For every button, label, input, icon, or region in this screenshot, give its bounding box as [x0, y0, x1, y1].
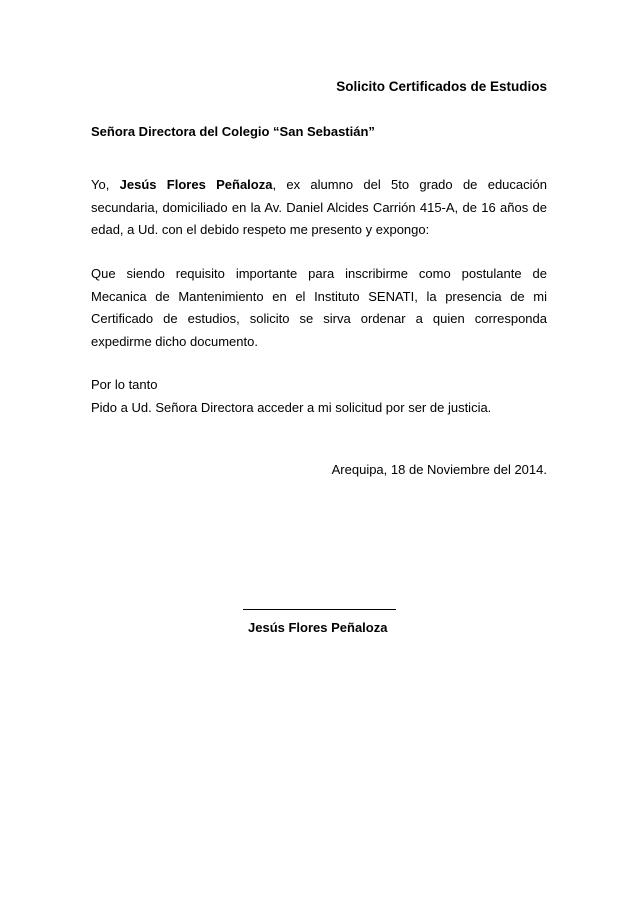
place-date: Arequipa, 18 de Noviembre del 2014.	[331, 462, 547, 477]
applicant-name: Jesús Flores Peñaloza	[119, 177, 273, 192]
closing-line-2: Pido a Ud. Señora Directora acceder a mi solicitud por ser de justicia.	[91, 399, 492, 415]
paragraph-introduction	[91, 174, 547, 242]
document-title: Solicito Certificados de Estudios	[336, 79, 547, 94]
closing-line-1: Por lo tanto	[91, 377, 158, 392]
signature-line	[243, 609, 396, 610]
intro-rest: , ex alumno del 5to grado de educación secundaria, domiciliado en la Av. Daniel Alcides Carrión 415-A, de 16 años de edad, a Ud. con el debido respeto me presento y expongo:	[91, 177, 547, 238]
paragraph-request: Que siendo requisito importante para inscribirme como postulante de Mecanica de Mantenimiento en el Instituto SENATI, la presencia de mi Certificado de estudios, solicito se sirva ordenar a quien corresponda expedirme dicho documento.	[91, 266, 547, 349]
closing-block	[91, 374, 491, 419]
intro-prefix: Yo,	[91, 177, 120, 192]
signature-name: Jesús Flores Peñaloza	[248, 620, 388, 635]
salutation: Señora Directora del Colegio “San Sebastián”	[91, 124, 375, 139]
